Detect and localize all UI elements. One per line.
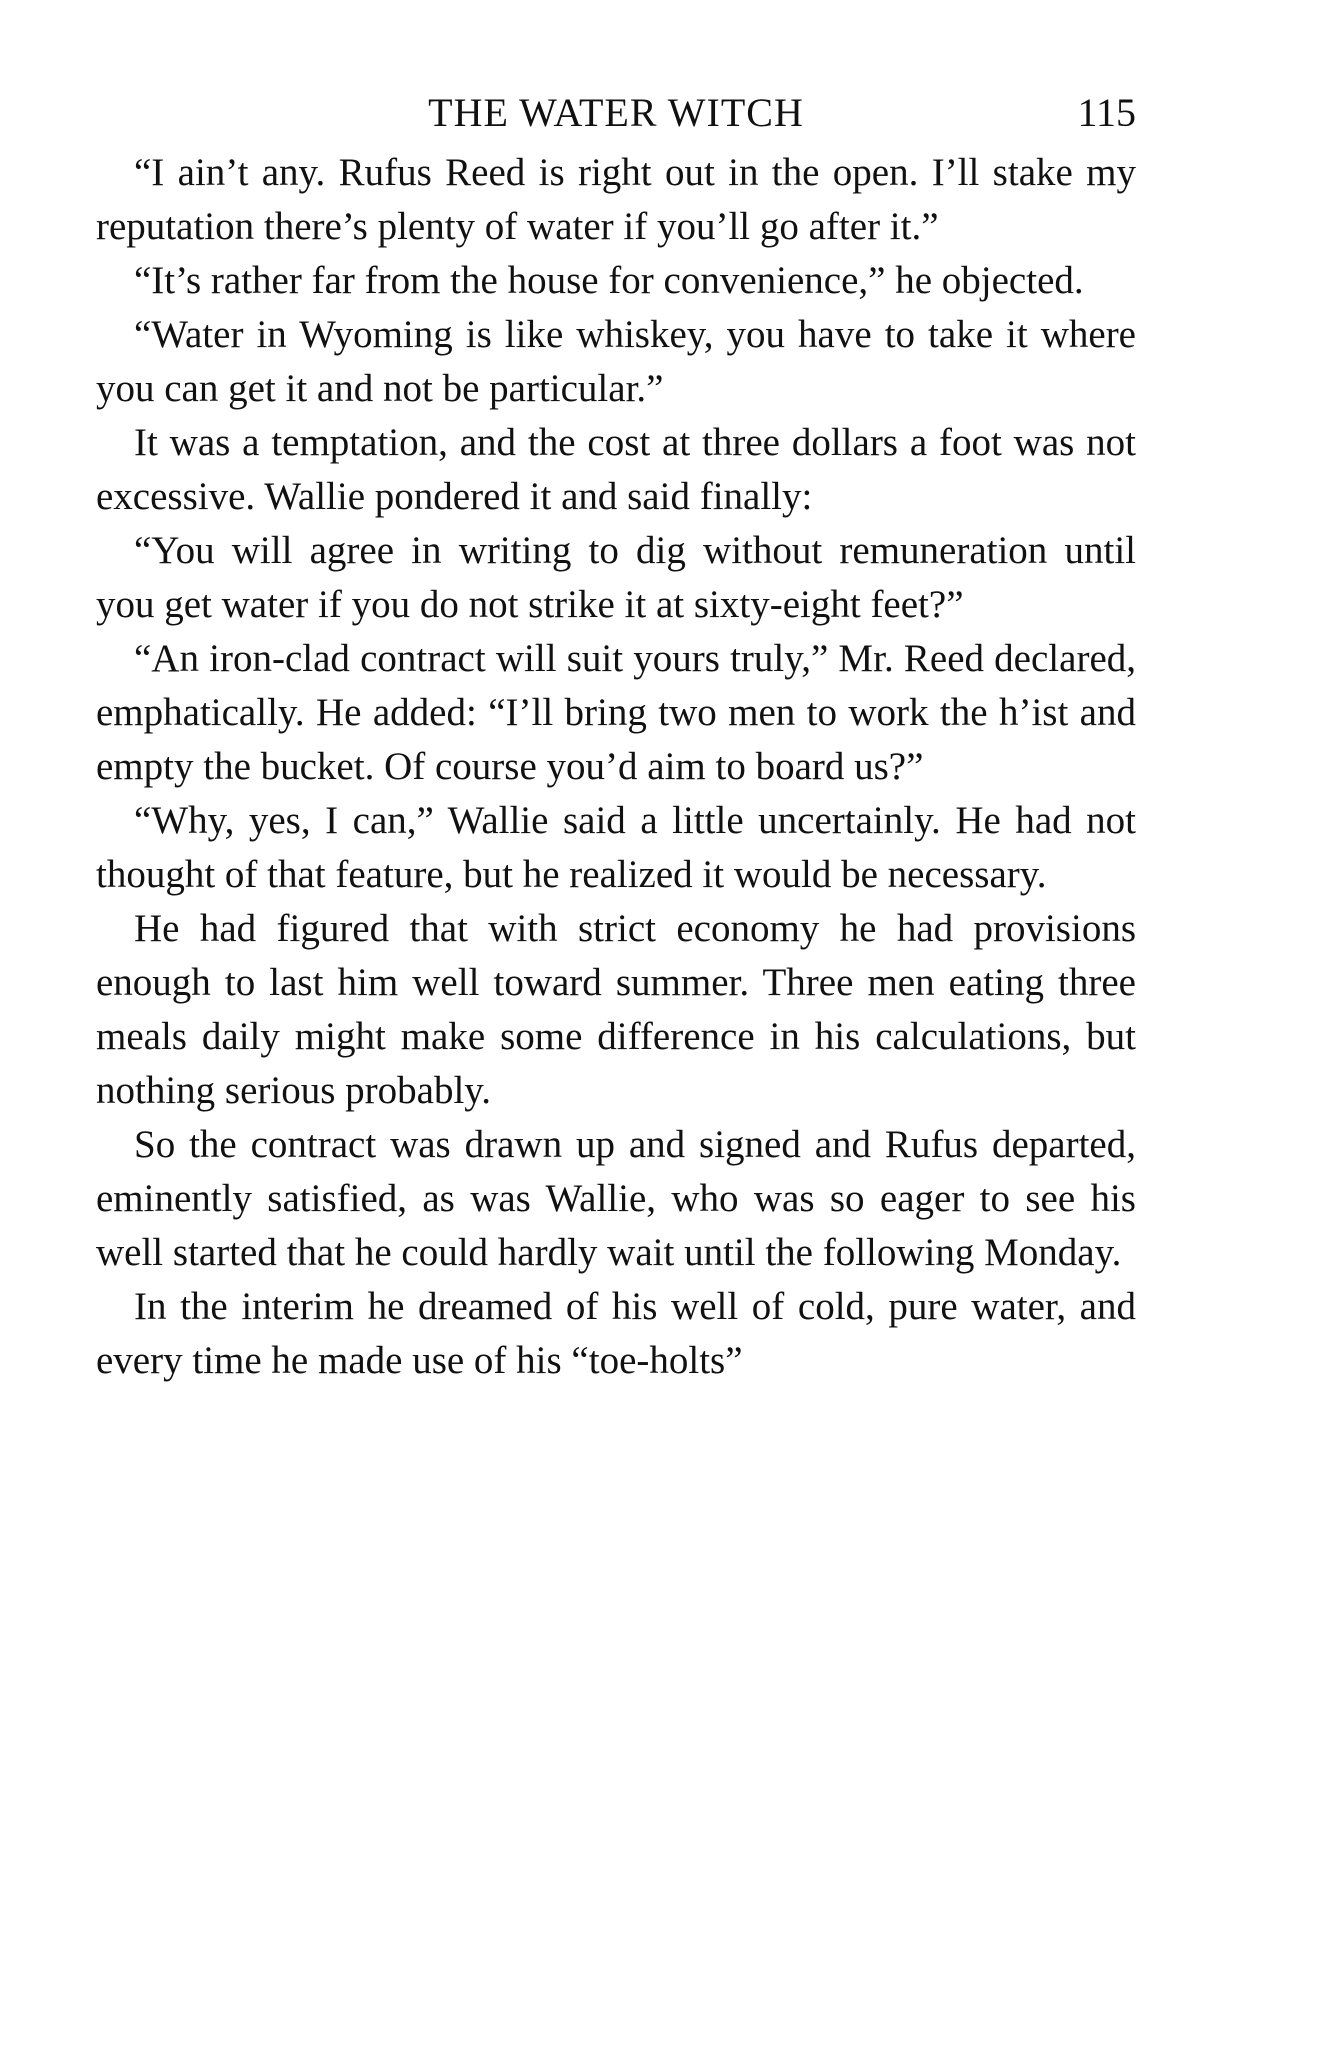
paragraph: “I ain’t any. Rufus Reed is right out in the open. I’ll stake my reputation there’s plenty of water if you’ll go after it.” (96, 151, 1136, 248)
page-number: 115 (1077, 90, 1136, 135)
paragraph: “An iron-clad contract will suit yours truly,” Mr. Reed declared, emphatically. He added: “I’ll bring two men to work the h’ist and empty the bucket. Of course you’d aim to board us?” (96, 637, 1136, 788)
running-head (96, 80, 1136, 146)
running-title: THE WATER WITCH (428, 90, 804, 135)
paragraph: In the interim he dreamed of his well of cold, pure water, and every time he made use of his “toe-holts” (96, 1285, 1136, 1382)
paragraph: “Water in Wyoming is like whiskey, you have to take it where you can get it and not be particular.” (96, 313, 1136, 410)
paragraph: “Why, yes, I can,” Wallie said a little uncertainly. He had not thought of that feature, but he realized it would be necessary. (96, 799, 1136, 896)
book-page (96, 80, 1136, 1960)
body-text (96, 146, 1136, 1388)
paragraph: It was a temptation, and the cost at three dollars a foot was not excessive. Wallie pondered it and said finally: (96, 421, 1136, 518)
paragraph: So the contract was drawn up and signed and Rufus departed, eminently satisfied, as was Wallie, who was so eager to see his well started that he could hardly wait until the following Monday. (96, 1123, 1136, 1274)
paragraph: “It’s rather far from the house for convenience,” he objected. (134, 259, 1084, 302)
paragraph: He had figured that with strict economy he had provisions enough to last him well toward summer. Three men eating three meals daily might make some difference in his calculations, but nothing serious probably. (96, 907, 1136, 1112)
paragraph: “You will agree in writing to dig without remuneration until you get water if you do not strike it at sixty-eight feet?” (96, 529, 1136, 626)
